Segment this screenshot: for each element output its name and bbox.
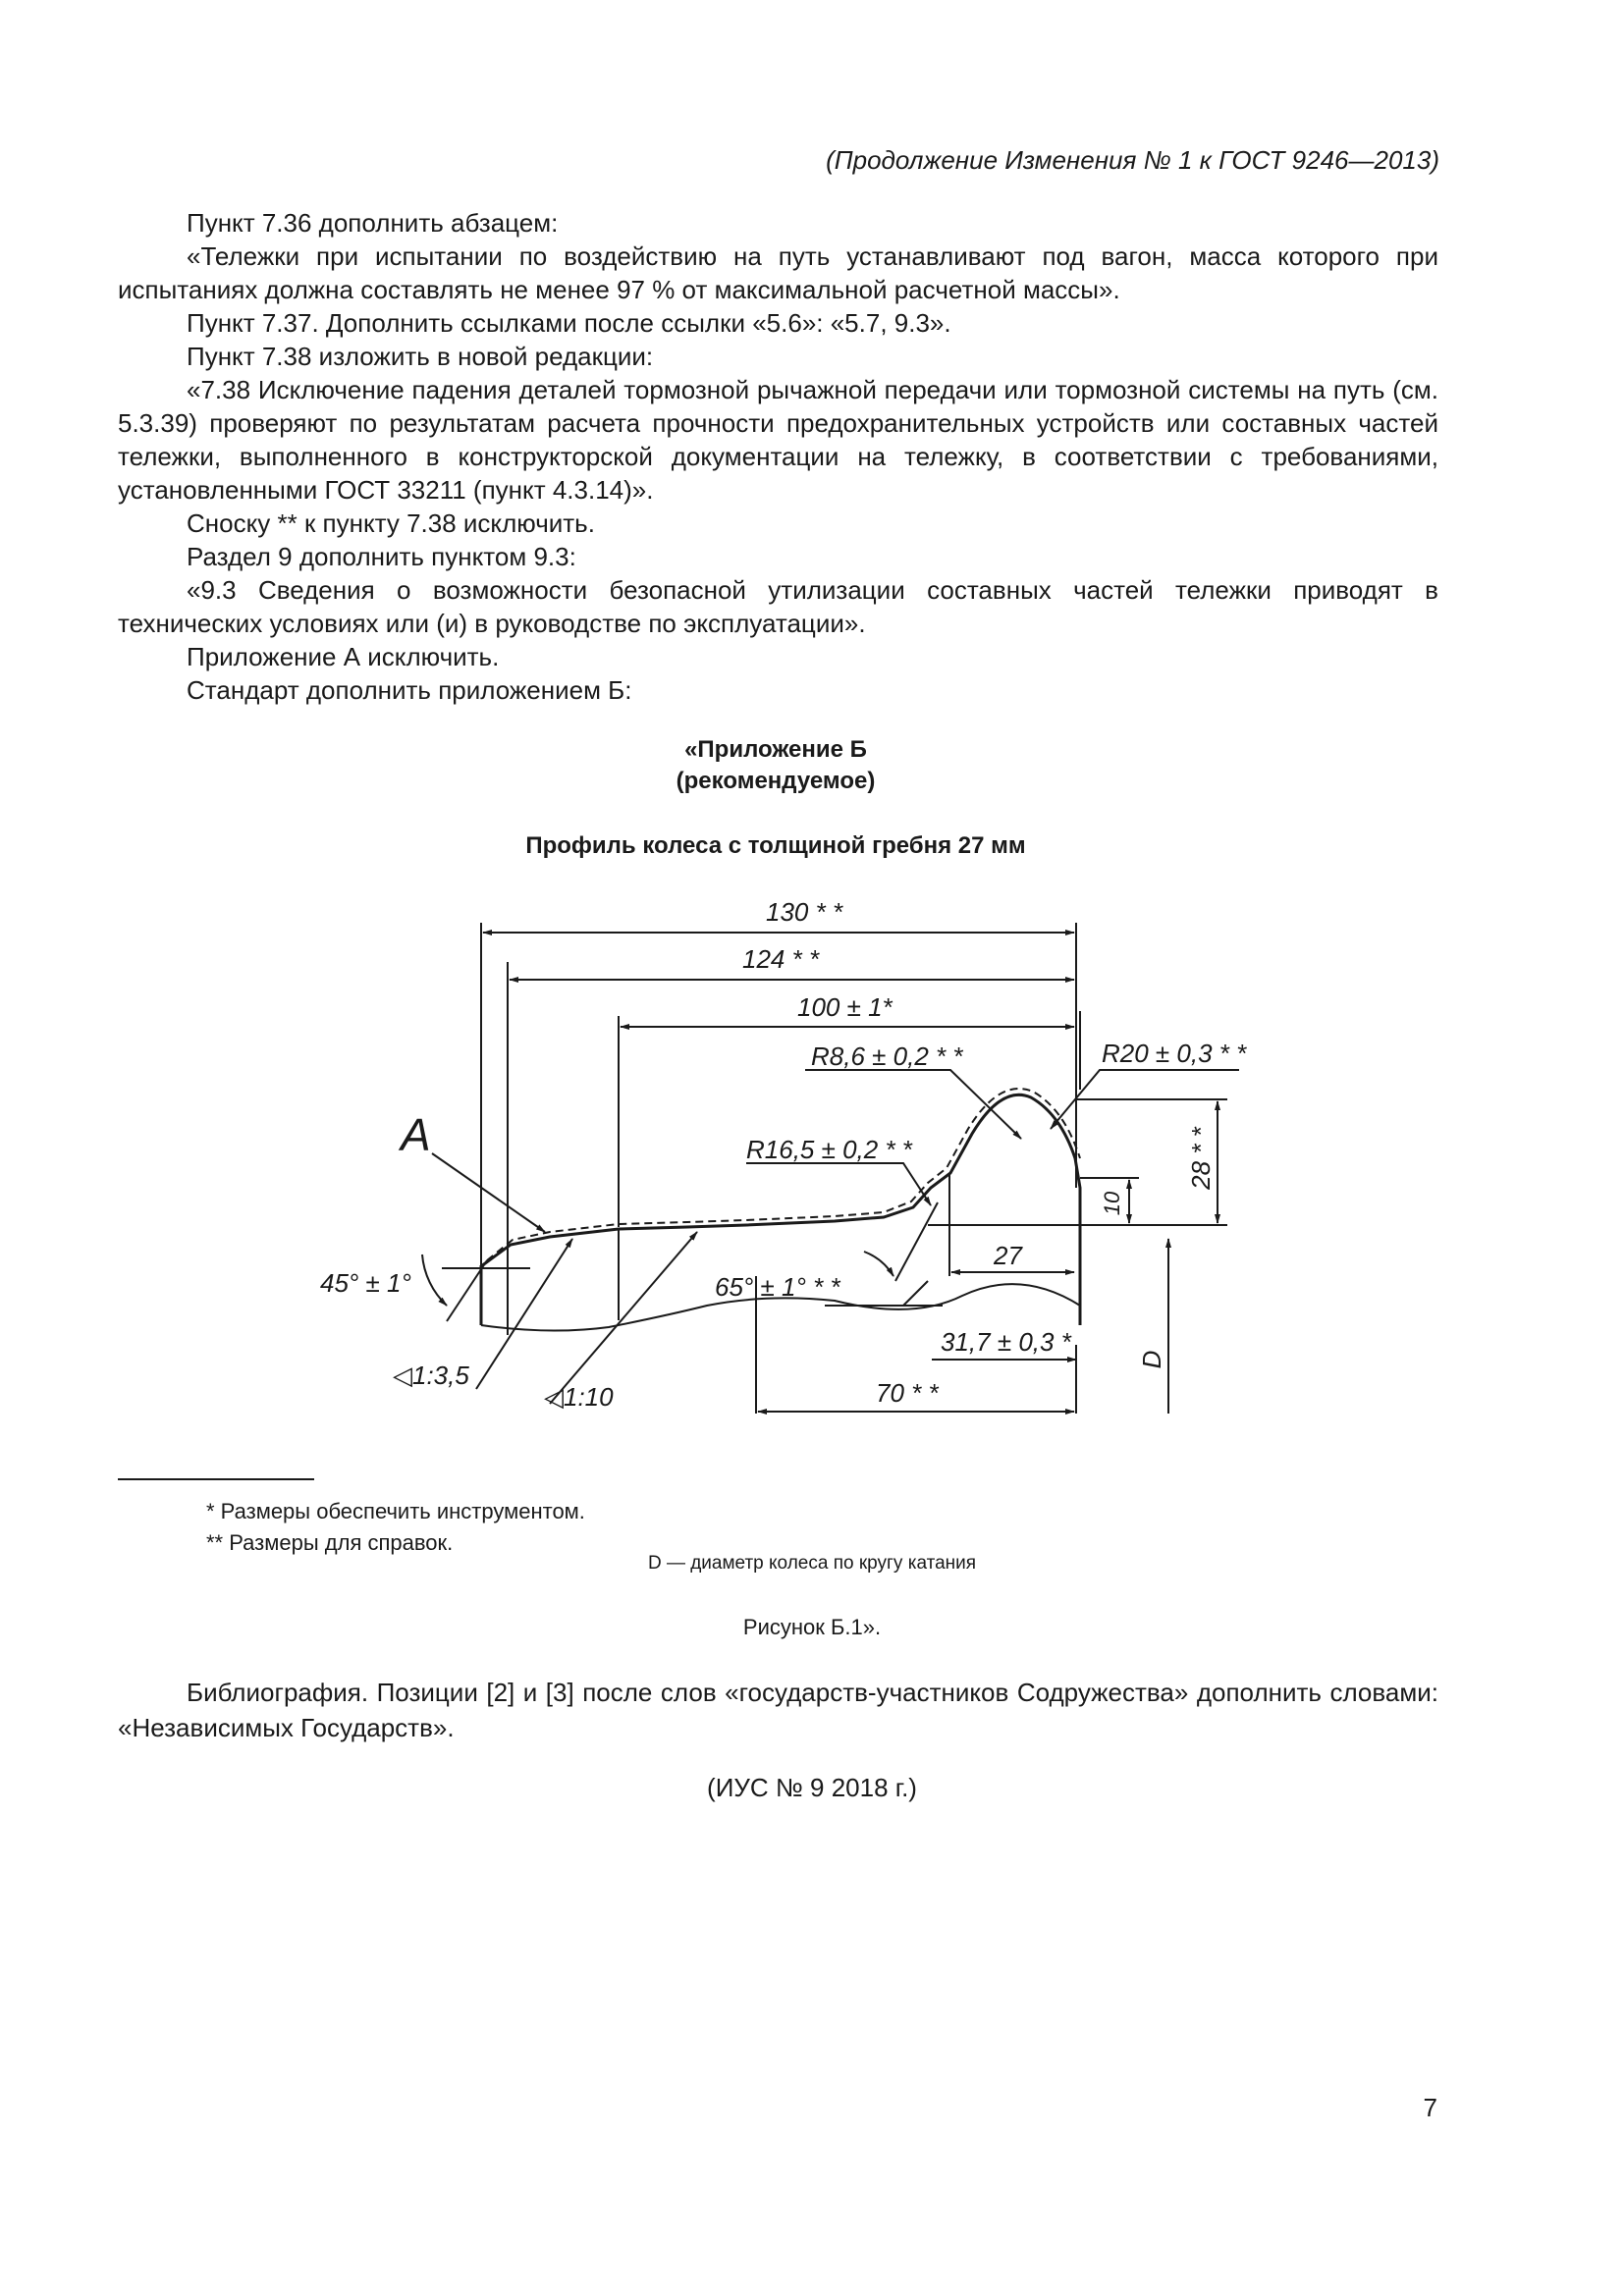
running-header: (Продолжение Изменения № 1 к ГОСТ 9246—2013): [826, 145, 1439, 175]
figure-caption: Рисунок Б.1».: [742, 1615, 882, 1639]
dim-70-label: 70 * *: [876, 1378, 939, 1408]
paragraph: Сноску ** к пункту 7.38 исключить.: [187, 508, 595, 538]
paragraph: «7.38 Исключение падения деталей тормозной рычажной передачи или тормозной системы на путь (см. 5.3.39) проверяют по результатам расчета прочности предохранительных устройств или составных частей тележки, выполненного в конструкторской документации на тележку, в соответствии с требованиями, установленными ГОСТ 33211 (пункт 4.3.14)».: [118, 375, 1438, 505]
dim-28-label: 28 * *: [1186, 1127, 1216, 1190]
footnote-separator: [118, 1478, 314, 1480]
dim-d-label: D: [1137, 1350, 1166, 1369]
angle-45-label: 45° ± 1°: [320, 1268, 411, 1298]
dim-130-label: 130 * *: [766, 897, 843, 927]
footnotes: [206, 1496, 585, 1559]
footnote: * Размеры обеспечить инструментом.: [206, 1499, 585, 1523]
dim-124-label: 124 * *: [742, 944, 820, 974]
view-label-a: A: [401, 1109, 431, 1160]
figure-title: Профиль колеса с толщиной гребня 27 мм: [525, 832, 1026, 859]
appendix-title: «Приложение Б: [684, 736, 867, 763]
paragraph: Стандарт дополнить приложением Б:: [187, 675, 632, 705]
paragraph: Пункт 7.37. Дополнить ссылками после ссылки «5.6»: «5.7, 9.3».: [187, 308, 951, 338]
ius-reference: (ИУС № 9 2018 г.): [707, 1773, 917, 1802]
figure-note: D — диаметр колеса по кругу катания: [647, 1553, 977, 1574]
paragraph: «9.3 Сведения о возможности безопасной утилизации составных частей тележки приводят в технических условиях или (и) в руководстве по эксплуатации».: [118, 575, 1438, 638]
paragraph: «Тележки при испытании по воздействию на путь устанавливают под вагон, масса которого при испытаниях должна составлять не менее 97 % от максимальной расчетной массы».: [118, 241, 1438, 304]
footnote: ** Размеры для справок.: [206, 1530, 454, 1555]
r-20-label: R20 ± 0,3 * *: [1102, 1039, 1247, 1068]
paragraph: Пункт 7.38 изложить в новой редакции:: [187, 342, 654, 371]
dim-31-7-label: 31,7 ± 0,3 *: [941, 1327, 1071, 1357]
appendix-subtitle: (рекомендуемое): [676, 768, 876, 794]
bibliography-paragraph: Библиография. Позиции [2] и [3] после слов «государств-участников Содружества» дополнить словами: «Независимых Государств».: [118, 1678, 1438, 1742]
angle-65-label: 65° ± 1° * *: [715, 1272, 840, 1302]
paragraph: Раздел 9 дополнить пунктом 9.3:: [187, 542, 576, 571]
dim-100-label: 100 ± 1*: [797, 992, 893, 1022]
page-number: 7: [1423, 2093, 1437, 2122]
dim-10-label: 10: [1100, 1191, 1124, 1216]
paragraph: Пункт 7.36 дополнить абзацем:: [187, 208, 559, 238]
dim-27-label: 27: [994, 1241, 1022, 1270]
taper-1-3-5-label: ◁1:3,5: [393, 1361, 469, 1390]
r-16-5-label: R16,5 ± 0,2 * *: [746, 1135, 912, 1164]
dimension-texts: [320, 897, 1247, 1412]
taper-1-10-label: ◁1:10: [544, 1382, 614, 1412]
r-8-6-label: R8,6 ± 0,2 * *: [811, 1041, 963, 1071]
paragraph: Приложение А исключить.: [187, 642, 500, 671]
